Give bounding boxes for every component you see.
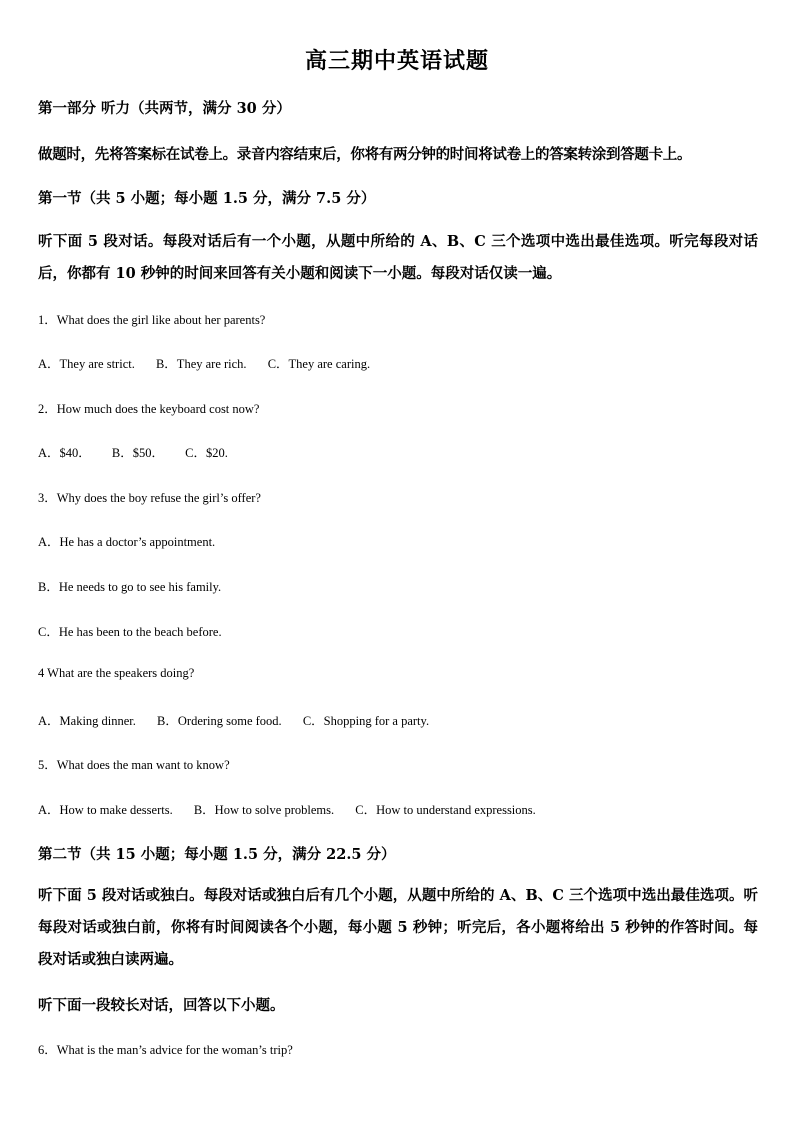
option-b: B．Ordering some food. (157, 714, 282, 728)
option-a: A．They are strict. (38, 357, 135, 371)
option-c: C．Shopping for a party. (302, 714, 430, 728)
question-6: 6．What is the man’s advice for the woman’s trip? (38, 1043, 293, 1057)
section1-heading: 第一节（共 5 小题；每小题 1.5 分，满分 7.5 分） (38, 190, 376, 207)
part1-instruction: 做题时，先将答案标在试卷上。录音内容结束后，你将有两分钟的时间将试卷上的答案转涂到答题卡上。 (38, 146, 692, 163)
question-4: 4 What are the speakers doing? (38, 666, 195, 680)
section2-sub-instruction: 听下面一段较长对话，回答以下小题。 (38, 997, 285, 1014)
question-2-options (38, 443, 246, 461)
option-a: A．How to make desserts. (38, 803, 173, 817)
option-b: B．How to solve problems. (193, 803, 335, 817)
section2-heading: 第二节（共 15 小题；每小题 1.5 分，满分 22.5 分） (38, 846, 396, 863)
question-4-options (38, 711, 447, 729)
question-2: 2．How much does the keyboard cost now? (38, 402, 260, 416)
question-3-option-b: B．He needs to go to see his family. (38, 580, 222, 594)
option-a: A．Making dinner. (38, 714, 136, 728)
section1-instruction: 听下面 5 段对话。每段对话后有一个小题，从题中所给的 A、B、C 三个选项中选出最佳选项。听完每段对话后，你都有 10 秒钟的时间来回答有关小题和阅读下一小题。每段对话仅读一遍。 (38, 233, 758, 282)
section2-instruction: 听下面 5 段对话或独白。每段对话或独白后有几个小题，从题中所给的 A、B、C 三个选项中选出最佳选项。听每段对话或独白前，你将有时间阅读各个小题，每小题 5 秒钟；听完后，各小题将给出 5 秒钟的作答时间。每段对话或独白读两遍。 (38, 887, 758, 968)
option-c: C．$20. (185, 446, 228, 460)
question-5-options (38, 800, 554, 818)
question-1-options (38, 354, 388, 372)
option-b: B．They are rich. (155, 357, 247, 371)
option-b: B．$50． (111, 446, 164, 460)
question-1: 1．What does the girl like about her parents? (38, 313, 266, 327)
question-3-option-a: A．He has a doctor’s appointment. (38, 535, 216, 549)
question-3-option-c: C．He has been to the beach before. (38, 625, 222, 639)
question-3: 3．Why does the boy refuse the girl’s offer? (38, 491, 261, 505)
option-c: C．How to understand expressions. (355, 803, 536, 817)
exam-title: 高三期中英语试题 (304, 48, 489, 74)
option-a: A．$40． (38, 446, 91, 460)
question-5: 5．What does the man want to know? (38, 758, 230, 772)
option-c: C．They are caring. (267, 357, 371, 371)
part1-heading: 第一部分 听力（共两节，满分 30 分） (38, 100, 291, 117)
